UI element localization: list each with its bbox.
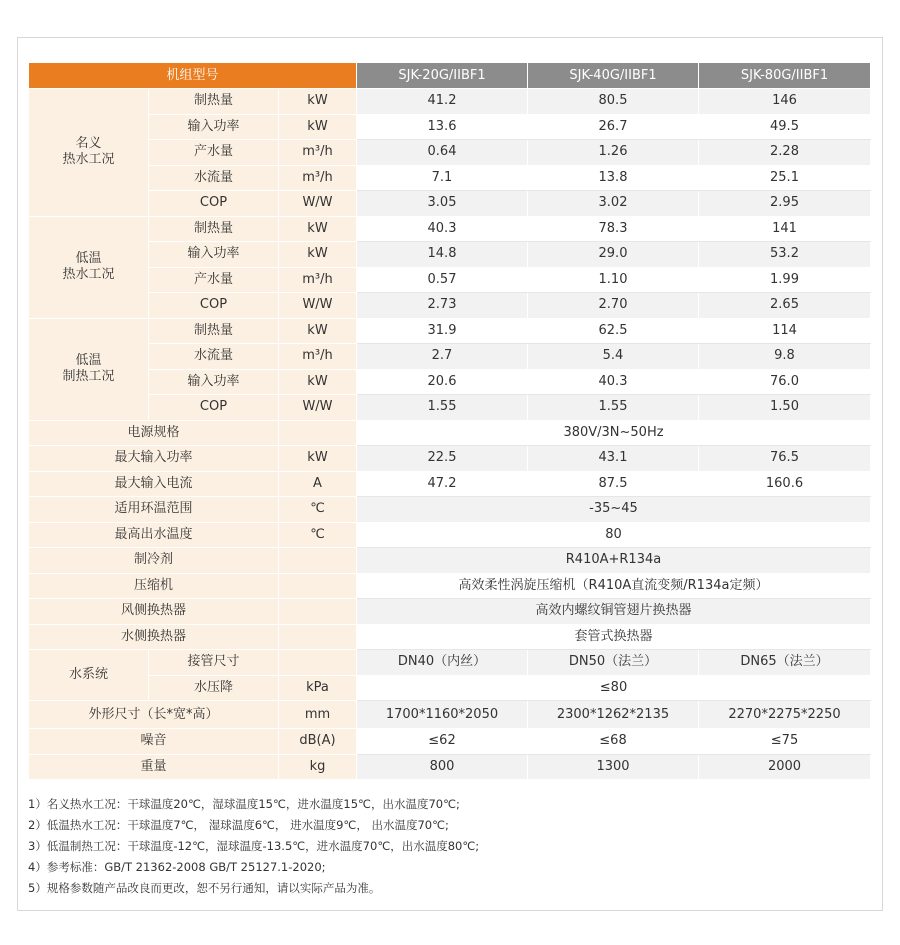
row-unit: kPa xyxy=(279,675,357,701)
row-unit: dB(A) xyxy=(279,729,357,755)
row-unit xyxy=(279,624,357,650)
table-cell: 7.1 xyxy=(357,165,528,191)
row-unit: kW xyxy=(279,242,357,268)
footnote: 2）低温热水工况：干球温度7℃， 湿球温度6℃， 进水温度9℃， 出水温度70℃; xyxy=(28,818,449,832)
row-label: COP xyxy=(149,293,279,319)
table-cell: 2270*2275*2250 xyxy=(699,701,871,729)
row-label: 制热量 xyxy=(149,89,279,115)
row-unit: ℃ xyxy=(279,522,357,548)
model-label: 机组型号 xyxy=(29,63,357,89)
row-label: 重量 xyxy=(29,754,279,780)
group-label: 水系统 xyxy=(29,650,149,701)
table-cell: 2.7 xyxy=(357,344,528,370)
table-cell: 2.73 xyxy=(357,293,528,319)
table-cell: 1.55 xyxy=(528,395,699,421)
table-row xyxy=(29,318,871,344)
table-cell: 13.6 xyxy=(357,114,528,140)
row-unit: W/W xyxy=(279,293,357,319)
row-label: 水侧换热器 xyxy=(29,624,279,650)
footnote: 3）低温制热工况：干球温度-12℃，湿球温度-13.5℃，进水温度70℃，出水温度80℃; xyxy=(28,839,480,853)
table-row xyxy=(29,471,871,497)
table-cell: R410A+R134a xyxy=(357,548,871,574)
row-label: 接管尺寸 xyxy=(149,650,279,676)
row-label: 输入功率 xyxy=(149,114,279,140)
row-label: 水流量 xyxy=(149,344,279,370)
table-row xyxy=(29,624,871,650)
row-unit: A xyxy=(279,471,357,497)
table-cell: 1700*1160*2050 xyxy=(357,701,528,729)
table-cell: 2000 xyxy=(699,754,871,780)
table-cell: 2.28 xyxy=(699,140,871,166)
table-cell: 141 xyxy=(699,216,871,242)
row-unit xyxy=(279,573,357,599)
table-cell: 160.6 xyxy=(699,471,871,497)
table-row xyxy=(29,754,871,780)
row-label: 噪音 xyxy=(29,729,279,755)
table-cell: 1.99 xyxy=(699,267,871,293)
table-cell: 31.9 xyxy=(357,318,528,344)
row-label: 最大输入功率 xyxy=(29,446,279,472)
row-label: 风侧换热器 xyxy=(29,599,279,625)
table-cell: 22.5 xyxy=(357,446,528,472)
table-cell: 1300 xyxy=(528,754,699,780)
group-label: 低温 制热工况 xyxy=(29,318,149,420)
table-row xyxy=(29,497,871,523)
table-cell: 高效内螺纹铜管翅片换热器 xyxy=(357,599,871,625)
table-row xyxy=(29,293,871,319)
footnote: 1）名义热水工况：干球温度20℃，湿球温度15℃，进水温度15℃，出水温度70℃; xyxy=(28,797,460,811)
row-unit xyxy=(279,420,357,446)
table-cell: 80 xyxy=(357,522,871,548)
table-row xyxy=(29,140,871,166)
table-cell: 76.0 xyxy=(699,369,871,395)
row-unit: m³/h xyxy=(279,140,357,166)
row-label: 输入功率 xyxy=(149,242,279,268)
row-label: 制热量 xyxy=(149,216,279,242)
table-cell: 1.55 xyxy=(357,395,528,421)
footnotes xyxy=(28,794,868,899)
table-row xyxy=(29,599,871,625)
table-cell: DN65（法兰） xyxy=(699,650,871,676)
table-cell: 87.5 xyxy=(528,471,699,497)
row-unit: ℃ xyxy=(279,497,357,523)
table-row xyxy=(29,675,871,701)
table-cell: ≤80 xyxy=(357,675,871,701)
row-unit xyxy=(279,548,357,574)
row-unit: kg xyxy=(279,754,357,780)
row-unit: W/W xyxy=(279,395,357,421)
table-cell: 2.65 xyxy=(699,293,871,319)
row-unit: mm xyxy=(279,701,357,729)
row-unit: kW xyxy=(279,369,357,395)
table-cell: 47.2 xyxy=(357,471,528,497)
table-cell: -35~45 xyxy=(357,497,871,523)
table-cell: 9.8 xyxy=(699,344,871,370)
row-unit xyxy=(279,599,357,625)
table-cell: ≤75 xyxy=(699,729,871,755)
row-unit: kW xyxy=(279,114,357,140)
table-row xyxy=(29,242,871,268)
row-unit: kW xyxy=(279,89,357,115)
table-cell: 76.5 xyxy=(699,446,871,472)
table-cell: 0.57 xyxy=(357,267,528,293)
footnote: 5）规格参数随产品改良而更改，恕不另行通知，请以实际产品为准。 xyxy=(28,881,381,895)
row-label: 电源规格 xyxy=(29,420,279,446)
model-header: SJK-20G/IIBF1 xyxy=(357,63,528,89)
row-label: 水流量 xyxy=(149,165,279,191)
row-label: 产水量 xyxy=(149,267,279,293)
row-unit: m³/h xyxy=(279,267,357,293)
table-cell: 套管式换热器 xyxy=(357,624,871,650)
table-row xyxy=(29,395,871,421)
row-label: 制热量 xyxy=(149,318,279,344)
table-cell: 2.70 xyxy=(528,293,699,319)
table-cell: 25.1 xyxy=(699,165,871,191)
table-row xyxy=(29,369,871,395)
table-row xyxy=(29,650,871,676)
table-cell: 0.64 xyxy=(357,140,528,166)
table-row xyxy=(29,165,871,191)
table-cell: 3.02 xyxy=(528,191,699,217)
row-label: 输入功率 xyxy=(149,369,279,395)
table-cell: 26.7 xyxy=(528,114,699,140)
row-label: 压缩机 xyxy=(29,573,279,599)
footnote: 4）参考标准：GB/T 21362-2008 GB/T 25127.1-2020; xyxy=(28,860,326,874)
table-cell: 1.26 xyxy=(528,140,699,166)
row-label: COP xyxy=(149,191,279,217)
table-cell: 2300*1262*2135 xyxy=(528,701,699,729)
row-unit: m³/h xyxy=(279,344,357,370)
model-header: SJK-80G/IIBF1 xyxy=(699,63,871,89)
row-label: 水压降 xyxy=(149,675,279,701)
table-row xyxy=(29,216,871,242)
table-cell: DN50（法兰） xyxy=(528,650,699,676)
table-cell: 49.5 xyxy=(699,114,871,140)
table-row xyxy=(29,701,871,729)
table-row xyxy=(29,729,871,755)
table-cell: 43.1 xyxy=(528,446,699,472)
table-cell: 2.95 xyxy=(699,191,871,217)
table-cell: 1.50 xyxy=(699,395,871,421)
table-cell: 146 xyxy=(699,89,871,115)
row-unit: kW xyxy=(279,446,357,472)
table-row xyxy=(29,420,871,446)
row-unit: W/W xyxy=(279,191,357,217)
row-label: COP xyxy=(149,395,279,421)
row-unit: kW xyxy=(279,318,357,344)
row-label: 最大输入电流 xyxy=(29,471,279,497)
row-label: 最高出水温度 xyxy=(29,522,279,548)
row-unit: kW xyxy=(279,216,357,242)
table-cell: 1.10 xyxy=(528,267,699,293)
table-cell: 114 xyxy=(699,318,871,344)
row-label: 制冷剂 xyxy=(29,548,279,574)
table-row xyxy=(29,344,871,370)
table-cell: 14.8 xyxy=(357,242,528,268)
table-cell: 29.0 xyxy=(528,242,699,268)
spec-table xyxy=(28,62,871,780)
table-cell: 13.8 xyxy=(528,165,699,191)
table-cell: ≤68 xyxy=(528,729,699,755)
table-cell: 40.3 xyxy=(528,369,699,395)
table-cell: 20.6 xyxy=(357,369,528,395)
row-label: 外形尺寸（长*宽*高） xyxy=(29,701,279,729)
group-label: 名义 热水工况 xyxy=(29,89,149,217)
table-row xyxy=(29,446,871,472)
table-row xyxy=(29,573,871,599)
table-cell: 62.5 xyxy=(528,318,699,344)
row-unit: m³/h xyxy=(279,165,357,191)
table-cell: DN40（内丝） xyxy=(357,650,528,676)
table-row xyxy=(29,114,871,140)
table-cell: 380V/3N~50Hz xyxy=(357,420,871,446)
table-cell: 41.2 xyxy=(357,89,528,115)
table-cell: 40.3 xyxy=(357,216,528,242)
table-cell: 3.05 xyxy=(357,191,528,217)
table-cell: 78.3 xyxy=(528,216,699,242)
table-cell: 80.5 xyxy=(528,89,699,115)
table-row xyxy=(29,522,871,548)
table-row xyxy=(29,267,871,293)
table-row xyxy=(29,89,871,115)
row-label: 产水量 xyxy=(149,140,279,166)
group-label: 低温 热水工况 xyxy=(29,216,149,318)
table-row xyxy=(29,548,871,574)
table-cell: 800 xyxy=(357,754,528,780)
table-row xyxy=(29,191,871,217)
row-label: 适用环温范围 xyxy=(29,497,279,523)
row-unit xyxy=(279,650,357,676)
table-cell: 高效柔性涡旋压缩机（R410A直流变频/R134a定频） xyxy=(357,573,871,599)
table-cell: 5.4 xyxy=(528,344,699,370)
model-header: SJK-40G/IIBF1 xyxy=(528,63,699,89)
header-row xyxy=(29,63,871,89)
table-cell: ≤62 xyxy=(357,729,528,755)
table-cell: 53.2 xyxy=(699,242,871,268)
